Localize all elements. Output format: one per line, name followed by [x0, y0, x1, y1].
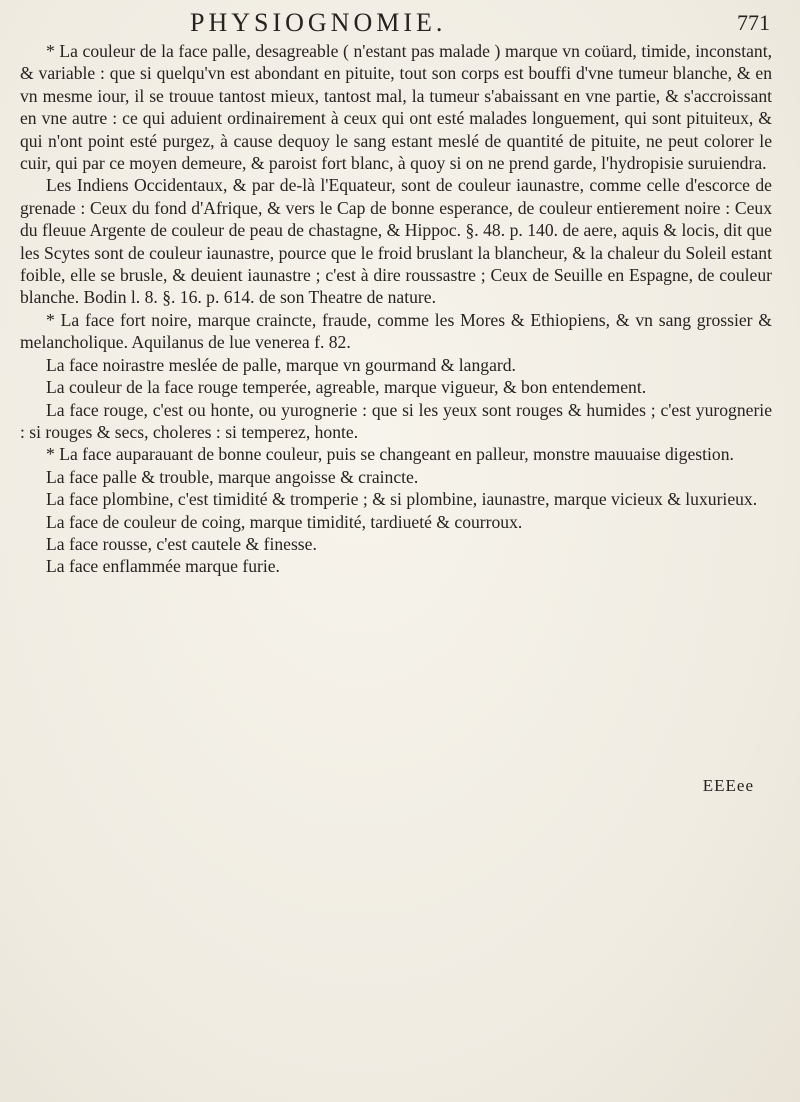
- paragraph: Les Indiens Occidentaux, & par de-là l'Equateur, sont de couleur iaunastre, comme celle d'escorce de grenade : Ceux du fond d'Afrique, & vers le Cap de bonne esperance, de couleur entierement noire : Ceux du fleuue Argente de couleur de peau de chastagne, & Hippoc. §. 48. p. 140. de aere, aquis & locis, dit que les Scytes sont de couleur iaunastre, pource que le froid bruslant la blancheur, & la chaleur du Soleil estant foible, elle se brusle, & deuient iaunastre ; c'est à dire roussastre ; Ceux de Seuille en Espagne, de couleur blanche. Bodin l. 8. §. 16. p. 614. de son Theatre de nature.: [20, 175, 772, 308]
- page-header: [90, 8, 770, 38]
- catchword: EEEee: [702, 776, 754, 795]
- paragraph: * La face fort noire, marque craincte, fraude, comme les Mores & Ethiopiens, & vn sang grossier & melancholique. Aquilanus de lue venerea f. 82.: [20, 309, 772, 353]
- paragraph: La couleur de la face rouge temperée, agreable, marque vigueur, & bon entendement.: [46, 377, 647, 398]
- paragraph: La face rousse, c'est cautele & finesse.: [46, 533, 317, 554]
- paragraph: * La face auparauant de bonne couleur, puis se changeant en palleur, monstre mauuaise digestion.: [46, 444, 734, 465]
- paragraph: La face rouge, c'est ou honte, ou yurognerie : que si les yeux sont rouges & humides ; c'est yurognerie : si rouges & secs, choleres : si temperez, honte.: [20, 399, 772, 442]
- paragraph: La face enflammée marque furie.: [46, 556, 280, 577]
- paragraph: La face de couleur de coing, marque timidité, tardiueté & courroux.: [46, 511, 523, 532]
- paragraph: * La couleur de la face palle, desagreable ( n'estant pas malade ) marque vn coüard, timide, inconstant, & variable : que si quelqu'vn est abondant en pituite, tout son corps est bouffi d'vne tumeur blanche, & en vn mesme iour, il se trouue tantost mieux, tantost mal, la tumeur s'abaissant en vne partie, & s'accroissant en vne autre : ce qui aduient ordinairement à ceux qui ont esté malades longuement, qui sont pituiteux, & qui n'ont point esté purgez, à cause dequoy le sang estant meslé de quantité de pituite, ne peut colorer le cuir, qui par ce moyen demeure, & paroist fort blanc, à quoy si on ne prend garde, l'hydropisie suruiendra.: [20, 41, 772, 174]
- paragraph: La face palle & trouble, marque angoisse & craincte.: [46, 466, 419, 487]
- paragraph: La face noirastre meslée de palle, marque vn gourmand & langard.: [46, 354, 516, 375]
- body-text: [20, 40, 772, 578]
- running-title: PHYSIOGNOMIE.: [190, 8, 447, 37]
- page-number: 771: [737, 10, 770, 35]
- paragraph: La face plombine, c'est timidité & tromperie ; & si plombine, iaunastre, marque vicieux & luxurieux.: [46, 489, 758, 510]
